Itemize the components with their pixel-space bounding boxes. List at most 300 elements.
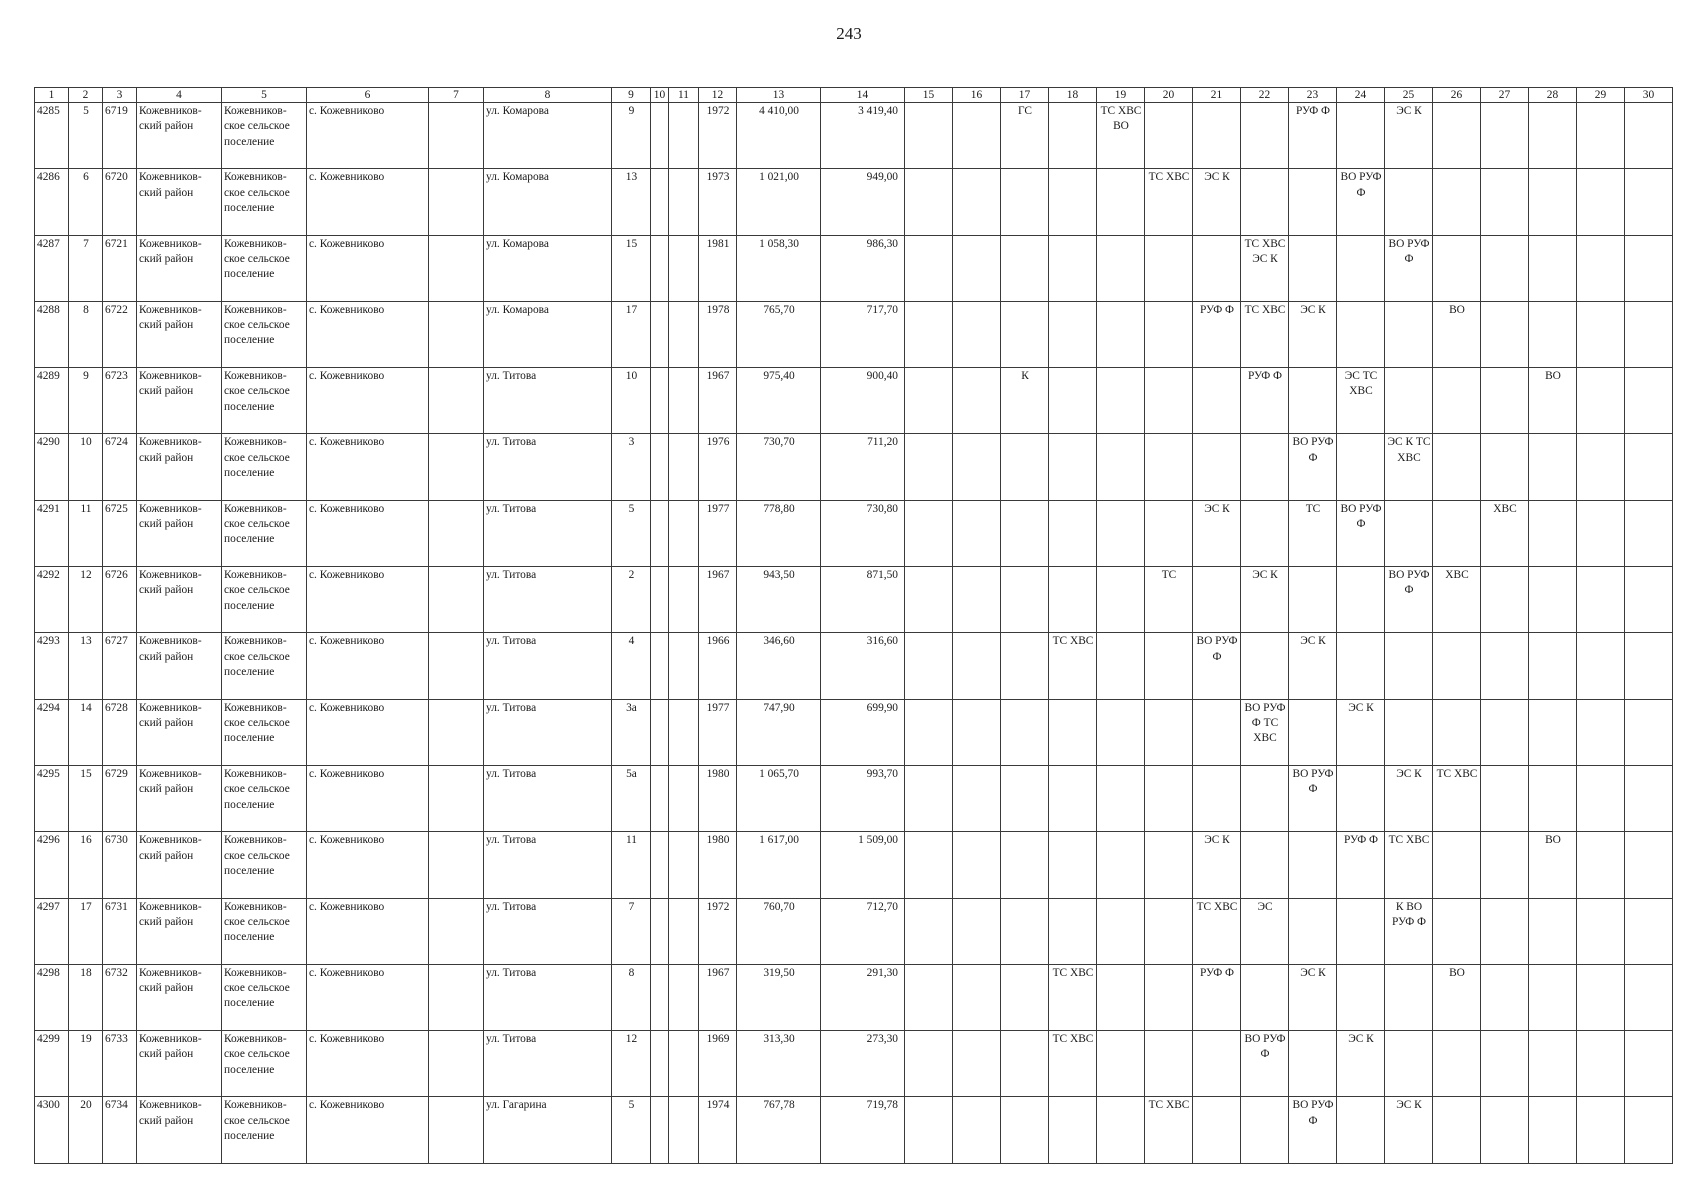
cell-col-12: 1977	[699, 699, 737, 765]
cell-col-12: 1980	[699, 832, 737, 898]
cell-col-2: 7	[69, 235, 103, 301]
column-header-15: 15	[905, 88, 953, 103]
cell-col-24: ЭС К	[1337, 1031, 1385, 1097]
cell-col-24: ЭС ТС ХВС	[1337, 368, 1385, 434]
cell-col-23: ВО РУФ Ф	[1289, 1097, 1337, 1163]
cell-col-26	[1433, 832, 1481, 898]
cell-col-2: 15	[69, 765, 103, 831]
column-header-2: 2	[69, 88, 103, 103]
column-header-20: 20	[1145, 88, 1193, 103]
cell-col-24	[1337, 898, 1385, 964]
cell-col-6: с. Кожевниково	[307, 832, 429, 898]
cell-col-8: ул. Титова	[484, 699, 612, 765]
cell-col-21	[1193, 235, 1241, 301]
cell-col-20	[1145, 434, 1193, 500]
table-row	[35, 301, 1673, 367]
cell-col-9: 17	[612, 301, 651, 367]
cell-col-16	[953, 1031, 1001, 1097]
cell-col-5: Кожевников-ское сельское поселение	[222, 169, 307, 235]
cell-col-13: 1 058,30	[737, 235, 821, 301]
cell-col-28: ВО	[1529, 832, 1577, 898]
cell-col-18	[1049, 434, 1097, 500]
cell-col-17	[1001, 235, 1049, 301]
cell-col-22	[1241, 633, 1289, 699]
cell-col-29	[1577, 434, 1625, 500]
cell-col-5: Кожевников-ское сельское поселение	[222, 832, 307, 898]
cell-col-24	[1337, 633, 1385, 699]
cell-col-23: ЭС К	[1289, 633, 1337, 699]
cell-col-16	[953, 964, 1001, 1030]
cell-col-1: 4296	[35, 832, 69, 898]
cell-col-12: 1978	[699, 301, 737, 367]
cell-col-22	[1241, 765, 1289, 831]
cell-col-2: 11	[69, 500, 103, 566]
cell-col-16	[953, 235, 1001, 301]
cell-col-26	[1433, 699, 1481, 765]
cell-col-26	[1433, 103, 1481, 169]
cell-col-13: 313,30	[737, 1031, 821, 1097]
cell-col-9: 12	[612, 1031, 651, 1097]
cell-col-14: 712,70	[821, 898, 905, 964]
cell-col-15	[905, 500, 953, 566]
cell-col-27	[1481, 169, 1529, 235]
cell-col-1: 4300	[35, 1097, 69, 1163]
cell-col-30	[1625, 169, 1673, 235]
cell-col-29	[1577, 832, 1625, 898]
cell-col-25	[1385, 1031, 1433, 1097]
cell-col-9: 15	[612, 235, 651, 301]
cell-col-3: 6720	[103, 169, 137, 235]
cell-col-16	[953, 567, 1001, 633]
cell-col-14: 871,50	[821, 567, 905, 633]
cell-col-14: 730,80	[821, 500, 905, 566]
cell-col-22	[1241, 434, 1289, 500]
cell-col-27	[1481, 567, 1529, 633]
cell-col-30	[1625, 1031, 1673, 1097]
cell-col-20: ТС ХВС	[1145, 169, 1193, 235]
cell-col-7	[429, 500, 484, 566]
column-header-27: 27	[1481, 88, 1529, 103]
cell-col-2: 5	[69, 103, 103, 169]
cell-col-18	[1049, 567, 1097, 633]
cell-col-11	[669, 368, 699, 434]
cell-col-26	[1433, 633, 1481, 699]
cell-col-23	[1289, 169, 1337, 235]
cell-col-25: ВО РУФ Ф	[1385, 567, 1433, 633]
cell-col-28: ВО	[1529, 368, 1577, 434]
cell-col-29	[1577, 169, 1625, 235]
cell-col-13: 747,90	[737, 699, 821, 765]
cell-col-28	[1529, 301, 1577, 367]
cell-col-12: 1974	[699, 1097, 737, 1163]
cell-col-1: 4290	[35, 434, 69, 500]
cell-col-3: 6730	[103, 832, 137, 898]
cell-col-19	[1097, 1097, 1145, 1163]
cell-col-16	[953, 699, 1001, 765]
cell-col-17	[1001, 832, 1049, 898]
cell-col-25	[1385, 368, 1433, 434]
cell-col-10	[651, 368, 669, 434]
cell-col-17	[1001, 1097, 1049, 1163]
cell-col-4: Кожевников-ский район	[137, 832, 222, 898]
cell-col-14: 273,30	[821, 1031, 905, 1097]
cell-col-21: ЭС К	[1193, 169, 1241, 235]
cell-col-10	[651, 103, 669, 169]
cell-col-1: 4287	[35, 235, 69, 301]
cell-col-27	[1481, 434, 1529, 500]
cell-col-26: ТС ХВС	[1433, 765, 1481, 831]
cell-col-1: 4288	[35, 301, 69, 367]
cell-col-25	[1385, 301, 1433, 367]
cell-col-7	[429, 898, 484, 964]
cell-col-18	[1049, 699, 1097, 765]
cell-col-16	[953, 1097, 1001, 1163]
cell-col-30	[1625, 633, 1673, 699]
cell-col-9: 10	[612, 368, 651, 434]
cell-col-3: 6733	[103, 1031, 137, 1097]
cell-col-30	[1625, 235, 1673, 301]
cell-col-28	[1529, 1097, 1577, 1163]
cell-col-20	[1145, 1031, 1193, 1097]
cell-col-11	[669, 898, 699, 964]
cell-col-3: 6719	[103, 103, 137, 169]
cell-col-29	[1577, 699, 1625, 765]
cell-col-11	[669, 103, 699, 169]
cell-col-3: 6728	[103, 699, 137, 765]
cell-col-6: с. Кожевниково	[307, 964, 429, 1030]
cell-col-11	[669, 1097, 699, 1163]
cell-col-17	[1001, 699, 1049, 765]
column-header-8: 8	[484, 88, 612, 103]
cell-col-14: 3 419,40	[821, 103, 905, 169]
cell-col-17	[1001, 633, 1049, 699]
cell-col-15	[905, 699, 953, 765]
cell-col-24: ЭС К	[1337, 699, 1385, 765]
cell-col-4: Кожевников-ский район	[137, 169, 222, 235]
cell-col-2: 6	[69, 169, 103, 235]
cell-col-4: Кожевников-ский район	[137, 1097, 222, 1163]
cell-col-4: Кожевников-ский район	[137, 898, 222, 964]
column-header-24: 24	[1337, 88, 1385, 103]
column-header-12: 12	[699, 88, 737, 103]
cell-col-14: 1 509,00	[821, 832, 905, 898]
cell-col-6: с. Кожевниково	[307, 301, 429, 367]
cell-col-10	[651, 567, 669, 633]
cell-col-23: ВО РУФ Ф	[1289, 765, 1337, 831]
cell-col-5: Кожевников-ское сельское поселение	[222, 103, 307, 169]
cell-col-22: ТС ХВС ЭС К	[1241, 235, 1289, 301]
cell-col-13: 1 617,00	[737, 832, 821, 898]
cell-col-11	[669, 434, 699, 500]
cell-col-25: ВО РУФ Ф	[1385, 235, 1433, 301]
cell-col-12: 1972	[699, 898, 737, 964]
cell-col-6: с. Кожевниково	[307, 169, 429, 235]
cell-col-21	[1193, 1031, 1241, 1097]
cell-col-18	[1049, 765, 1097, 831]
cell-col-19	[1097, 699, 1145, 765]
cell-col-5: Кожевников-ское сельское поселение	[222, 964, 307, 1030]
cell-col-17	[1001, 898, 1049, 964]
cell-col-29	[1577, 500, 1625, 566]
cell-col-4: Кожевников-ский район	[137, 301, 222, 367]
cell-col-16	[953, 500, 1001, 566]
cell-col-14: 316,60	[821, 633, 905, 699]
cell-col-8: ул. Комарова	[484, 103, 612, 169]
cell-col-2: 9	[69, 368, 103, 434]
cell-col-28	[1529, 235, 1577, 301]
table-row	[35, 1097, 1673, 1163]
cell-col-11	[669, 1031, 699, 1097]
cell-col-6: с. Кожевниково	[307, 699, 429, 765]
cell-col-7	[429, 765, 484, 831]
cell-col-4: Кожевников-ский район	[137, 765, 222, 831]
cell-col-3: 6725	[103, 500, 137, 566]
cell-col-5: Кожевников-ское сельское поселение	[222, 1031, 307, 1097]
cell-col-22	[1241, 169, 1289, 235]
cell-col-9: 3а	[612, 699, 651, 765]
cell-col-22: ЭС	[1241, 898, 1289, 964]
cell-col-10	[651, 434, 669, 500]
cell-col-30	[1625, 964, 1673, 1030]
cell-col-7	[429, 235, 484, 301]
cell-col-11	[669, 235, 699, 301]
cell-col-9: 5	[612, 1097, 651, 1163]
cell-col-23: ЭС К	[1289, 964, 1337, 1030]
cell-col-8: ул. Титова	[484, 368, 612, 434]
cell-col-18	[1049, 368, 1097, 434]
cell-col-5: Кожевников-ское сельское поселение	[222, 567, 307, 633]
cell-col-1: 4289	[35, 368, 69, 434]
cell-col-12: 1976	[699, 434, 737, 500]
cell-col-14: 949,00	[821, 169, 905, 235]
cell-col-12: 1969	[699, 1031, 737, 1097]
cell-col-19	[1097, 235, 1145, 301]
cell-col-11	[669, 832, 699, 898]
cell-col-21: ТС ХВС	[1193, 898, 1241, 964]
cell-col-24	[1337, 301, 1385, 367]
cell-col-26	[1433, 434, 1481, 500]
column-header-10: 10	[651, 88, 669, 103]
cell-col-21	[1193, 699, 1241, 765]
cell-col-25	[1385, 633, 1433, 699]
cell-col-14: 699,90	[821, 699, 905, 765]
table-row	[35, 832, 1673, 898]
cell-col-19	[1097, 301, 1145, 367]
cell-col-25: ЭС К	[1385, 1097, 1433, 1163]
cell-col-1: 4295	[35, 765, 69, 831]
cell-col-5: Кожевников-ское сельское поселение	[222, 765, 307, 831]
column-header-17: 17	[1001, 88, 1049, 103]
cell-col-18	[1049, 103, 1097, 169]
cell-col-5: Кожевников-ское сельское поселение	[222, 301, 307, 367]
cell-col-26	[1433, 1031, 1481, 1097]
cell-col-11	[669, 699, 699, 765]
cell-col-22	[1241, 1097, 1289, 1163]
cell-col-2: 10	[69, 434, 103, 500]
cell-col-7	[429, 699, 484, 765]
column-header-4: 4	[137, 88, 222, 103]
cell-col-18	[1049, 169, 1097, 235]
cell-col-23	[1289, 898, 1337, 964]
cell-col-24: ВО РУФ Ф	[1337, 500, 1385, 566]
cell-col-19	[1097, 500, 1145, 566]
cell-col-8: ул. Титова	[484, 567, 612, 633]
cell-col-14: 719,78	[821, 1097, 905, 1163]
cell-col-18	[1049, 1097, 1097, 1163]
cell-col-26	[1433, 898, 1481, 964]
column-header-23: 23	[1289, 88, 1337, 103]
cell-col-24	[1337, 434, 1385, 500]
cell-col-2: 19	[69, 1031, 103, 1097]
cell-col-8: ул. Титова	[484, 765, 612, 831]
cell-col-5: Кожевников-ское сельское поселение	[222, 1097, 307, 1163]
cell-col-7	[429, 1097, 484, 1163]
cell-col-28	[1529, 103, 1577, 169]
cell-col-10	[651, 301, 669, 367]
cell-col-21: РУФ Ф	[1193, 964, 1241, 1030]
cell-col-3: 6724	[103, 434, 137, 500]
cell-col-10	[651, 169, 669, 235]
cell-col-11	[669, 567, 699, 633]
cell-col-19	[1097, 765, 1145, 831]
column-header-11: 11	[669, 88, 699, 103]
cell-col-7	[429, 567, 484, 633]
column-header-13: 13	[737, 88, 821, 103]
cell-col-6: с. Кожевниково	[307, 235, 429, 301]
cell-col-30	[1625, 500, 1673, 566]
table-row	[35, 567, 1673, 633]
cell-col-7	[429, 832, 484, 898]
cell-col-14: 711,20	[821, 434, 905, 500]
cell-col-28	[1529, 898, 1577, 964]
cell-col-7	[429, 169, 484, 235]
cell-col-6: с. Кожевниково	[307, 633, 429, 699]
cell-col-19	[1097, 434, 1145, 500]
cell-col-22: ВО РУФ Ф ТС ХВС	[1241, 699, 1289, 765]
column-header-1: 1	[35, 88, 69, 103]
cell-col-8: ул. Титова	[484, 633, 612, 699]
table-row	[35, 500, 1673, 566]
cell-col-30	[1625, 898, 1673, 964]
cell-col-14: 993,70	[821, 765, 905, 831]
cell-col-26	[1433, 368, 1481, 434]
cell-col-23	[1289, 832, 1337, 898]
cell-col-21	[1193, 103, 1241, 169]
cell-col-13: 319,50	[737, 964, 821, 1030]
cell-col-15	[905, 964, 953, 1030]
cell-col-23: ТС	[1289, 500, 1337, 566]
cell-col-28	[1529, 699, 1577, 765]
cell-col-1: 4299	[35, 1031, 69, 1097]
cell-col-26	[1433, 169, 1481, 235]
cell-col-8: ул. Титова	[484, 434, 612, 500]
cell-col-10	[651, 964, 669, 1030]
table-row	[35, 434, 1673, 500]
cell-col-3: 6723	[103, 368, 137, 434]
cell-col-9: 7	[612, 898, 651, 964]
cell-col-23: ЭС К	[1289, 301, 1337, 367]
cell-col-19	[1097, 567, 1145, 633]
cell-col-3: 6734	[103, 1097, 137, 1163]
cell-col-2: 8	[69, 301, 103, 367]
cell-col-18	[1049, 301, 1097, 367]
cell-col-29	[1577, 567, 1625, 633]
cell-col-20: ТС	[1145, 567, 1193, 633]
cell-col-11	[669, 765, 699, 831]
cell-col-13: 760,70	[737, 898, 821, 964]
cell-col-17	[1001, 434, 1049, 500]
column-header-21: 21	[1193, 88, 1241, 103]
cell-col-21	[1193, 434, 1241, 500]
cell-col-8: ул. Гагарина	[484, 1097, 612, 1163]
column-header-6: 6	[307, 88, 429, 103]
cell-col-17	[1001, 500, 1049, 566]
cell-col-19	[1097, 368, 1145, 434]
cell-col-29	[1577, 301, 1625, 367]
cell-col-6: с. Кожевниково	[307, 500, 429, 566]
cell-col-15	[905, 633, 953, 699]
cell-col-2: 16	[69, 832, 103, 898]
cell-col-9: 8	[612, 964, 651, 1030]
cell-col-12: 1973	[699, 169, 737, 235]
cell-col-21: ЭС К	[1193, 832, 1241, 898]
cell-col-15	[905, 368, 953, 434]
cell-col-28	[1529, 964, 1577, 1030]
cell-col-28	[1529, 500, 1577, 566]
column-header-19: 19	[1097, 88, 1145, 103]
cell-col-27	[1481, 1031, 1529, 1097]
cell-col-27	[1481, 699, 1529, 765]
cell-col-11	[669, 169, 699, 235]
cell-col-28	[1529, 1031, 1577, 1097]
cell-col-20	[1145, 832, 1193, 898]
cell-col-1: 4297	[35, 898, 69, 964]
cell-col-19	[1097, 964, 1145, 1030]
cell-col-19	[1097, 1031, 1145, 1097]
cell-col-18: ТС ХВС	[1049, 1031, 1097, 1097]
cell-col-29	[1577, 1097, 1625, 1163]
cell-col-5: Кожевников-ское сельское поселение	[222, 235, 307, 301]
cell-col-27	[1481, 964, 1529, 1030]
cell-col-25: ЭС К ТС ХВС	[1385, 434, 1433, 500]
cell-col-3: 6722	[103, 301, 137, 367]
cell-col-6: с. Кожевниково	[307, 567, 429, 633]
cell-col-15	[905, 832, 953, 898]
cell-col-20	[1145, 301, 1193, 367]
cell-col-12: 1967	[699, 567, 737, 633]
cell-col-15	[905, 567, 953, 633]
cell-col-30	[1625, 699, 1673, 765]
cell-col-30	[1625, 434, 1673, 500]
cell-col-25	[1385, 169, 1433, 235]
cell-col-15	[905, 1031, 953, 1097]
table-row	[35, 765, 1673, 831]
cell-col-24	[1337, 765, 1385, 831]
cell-col-9: 5а	[612, 765, 651, 831]
cell-col-27	[1481, 1097, 1529, 1163]
cell-col-20: ТС ХВС	[1145, 1097, 1193, 1163]
cell-col-7	[429, 301, 484, 367]
cell-col-27: ХВС	[1481, 500, 1529, 566]
housing-register-table	[34, 87, 1673, 1164]
table-row	[35, 699, 1673, 765]
cell-col-13: 1 021,00	[737, 169, 821, 235]
column-header-5: 5	[222, 88, 307, 103]
cell-col-16	[953, 832, 1001, 898]
cell-col-20	[1145, 898, 1193, 964]
cell-col-18	[1049, 500, 1097, 566]
cell-col-10	[651, 832, 669, 898]
